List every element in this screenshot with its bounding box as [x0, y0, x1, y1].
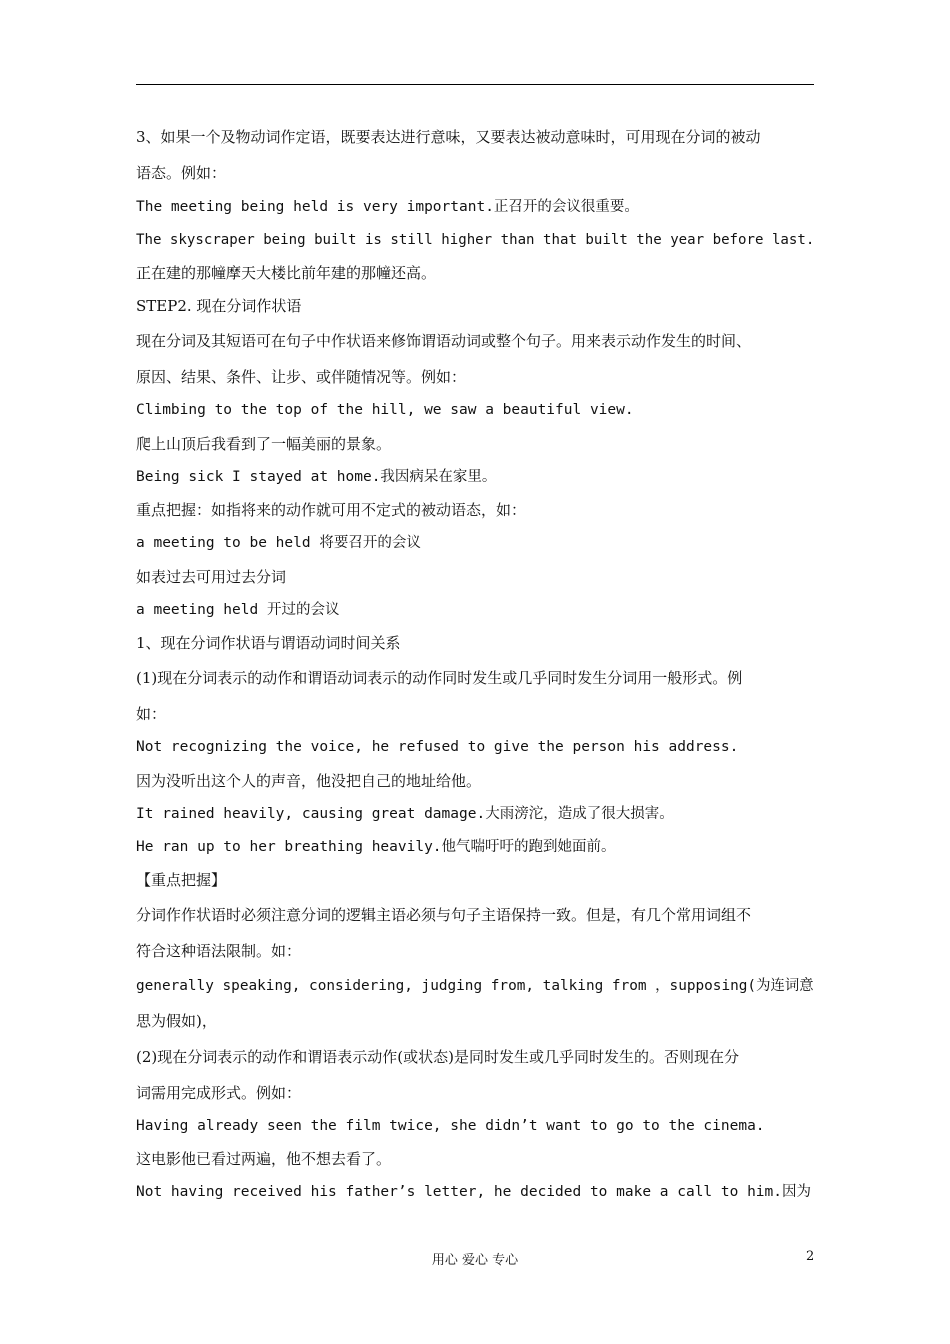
text-line: 思为假如)， — [136, 1012, 217, 1030]
text-line: 原因、结果、条件、让步、或伴随情况等。例如： — [136, 368, 467, 386]
text-line: (1)现在分词表示的动作和谓语动词表示的动作同时发生或几乎同时发生分词用一般形式。例 — [136, 669, 743, 687]
text-line: 词需用完成形式。例如： — [136, 1084, 302, 1102]
text-line: 分词作作状语时必须注意分词的逻辑主语必须与句子主语保持一致。但是，有几个常用词组不 — [136, 906, 752, 924]
text-line: 1、现在分词作状语与谓语动词时间关系 — [136, 634, 401, 652]
text-line: generally speaking, considering, judging from, talking from ，supposing(为连词意 — [136, 978, 814, 994]
footer-motto: 用心 爱心 专心 — [431, 1253, 519, 1268]
text-line: 3、如果一个及物动词作定语，既要表达进行意味，又要表达被动意味时，可用现在分词的被动 — [136, 128, 761, 146]
text-line: 如： — [136, 705, 167, 723]
text-line: Climbing to the top of the hill, we saw a beautiful view. — [136, 402, 634, 418]
text-line: 爬上山顶后我看到了一幅美丽的景象。 — [136, 435, 392, 453]
text-line: 语态。例如： — [136, 164, 227, 182]
page-body — [136, 118, 814, 1209]
text-line: The meeting being held is very important.正召开的会议很重要。 — [136, 199, 639, 215]
text-line: a meeting held 开过的会议 — [136, 602, 340, 618]
text-line: 如表过去可用过去分词 — [136, 568, 287, 586]
text-line: Being sick I stayed at home.我因病呆在家里。 — [136, 469, 497, 485]
header-rule — [136, 84, 814, 85]
text-line: He ran up to her breathing heavily.他气喘吁吁的跑到她面前。 — [136, 839, 616, 855]
text-line: 符合这种语法限制。如： — [136, 942, 302, 960]
text-line: (2)现在分词表示的动作和谓语表示动作(或状态)是同时发生或几乎同时发生的。否则现在分 — [136, 1048, 739, 1066]
text-line: 这电影他已看过两遍，他不想去看了。 — [136, 1150, 392, 1168]
section-heading: 【重点把握】 — [136, 871, 227, 889]
text-line: a meeting to be held 将要召开的会议 — [136, 535, 421, 551]
text-line: It rained heavily, causing great damage.大雨滂沱，造成了很大损害。 — [136, 806, 674, 822]
text-line: 现在分词及其短语可在句子中作状语来修饰谓语动词或整个句子。用来表示动作发生的时间、 — [136, 332, 752, 350]
text-line: Not recognizing the voice, he refused to give the person his address. — [136, 739, 739, 755]
text-line: 正在建的那幢摩天大楼比前年建的那幢还高。 — [136, 264, 437, 282]
text-line: Having already seen the film twice, she didn’t want to go to the cinema. — [136, 1118, 765, 1134]
section-heading: STEP2. 现在分词作状语 — [136, 297, 302, 315]
text-line: 重点把握：如指将来的动作就可用不定式的被动语态，如： — [136, 501, 527, 519]
text-line: The skyscraper being built is still higher than that built the year before last. — [136, 232, 815, 248]
text-line: 因为没听出这个人的声音，他没把自己的地址给他。 — [136, 772, 482, 790]
page-number: 2 — [806, 1249, 815, 1264]
text-line: Not having received his father’s letter, he decided to make a call to him.因为 — [136, 1184, 812, 1200]
